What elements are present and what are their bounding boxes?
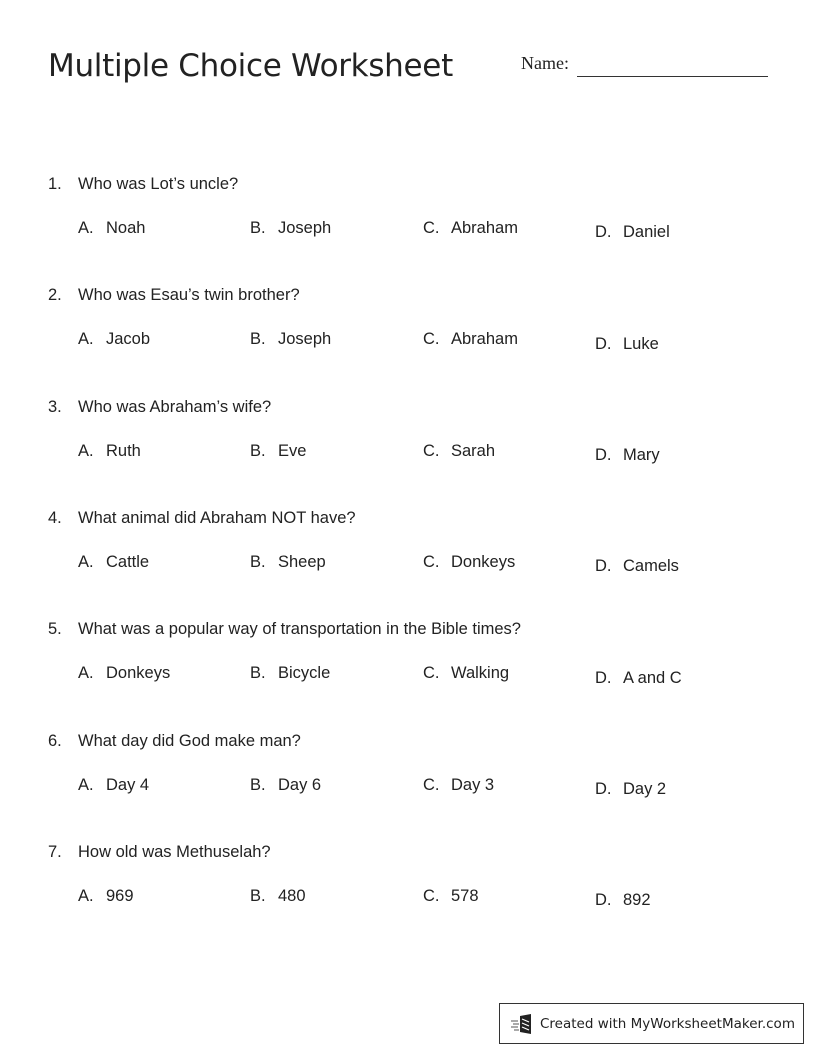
option-a[interactable] bbox=[78, 887, 134, 906]
option-letter: A. bbox=[78, 664, 94, 682]
option-text: Noah bbox=[106, 219, 146, 237]
option-letter: B. bbox=[250, 887, 266, 905]
question-text: How old was Methuselah? bbox=[78, 843, 271, 861]
option-d[interactable] bbox=[595, 446, 660, 465]
option-text: Day 4 bbox=[106, 776, 150, 794]
option-b[interactable] bbox=[250, 553, 326, 572]
question-number: 4. bbox=[48, 509, 62, 527]
worksheet-maker-logo-icon bbox=[510, 1013, 536, 1035]
question-number: 3. bbox=[48, 398, 62, 416]
question-number: 6. bbox=[48, 732, 62, 750]
option-letter: A. bbox=[78, 330, 94, 348]
option-text: Abraham bbox=[451, 219, 518, 237]
option-letter: D. bbox=[595, 223, 612, 241]
question-text: What was a popular way of transportation in the Bible times? bbox=[78, 620, 521, 638]
option-letter: D. bbox=[595, 335, 612, 353]
option-letter: D. bbox=[595, 557, 612, 575]
option-text: Sheep bbox=[278, 553, 326, 571]
option-letter: C. bbox=[423, 776, 440, 794]
option-letter: B. bbox=[250, 330, 266, 348]
option-d[interactable] bbox=[595, 335, 659, 354]
option-letter: C. bbox=[423, 664, 440, 682]
option-letter: B. bbox=[250, 553, 266, 571]
option-text: Sarah bbox=[451, 442, 496, 460]
option-text: Day 2 bbox=[623, 780, 667, 798]
option-b[interactable] bbox=[250, 664, 330, 683]
option-c[interactable] bbox=[423, 553, 515, 572]
option-text: Cattle bbox=[106, 553, 150, 571]
option-a[interactable] bbox=[78, 776, 149, 795]
option-a[interactable] bbox=[78, 442, 141, 461]
option-text: Joseph bbox=[278, 219, 332, 237]
option-a[interactable] bbox=[78, 219, 145, 238]
option-text: Donkeys bbox=[451, 553, 516, 571]
option-d[interactable] bbox=[595, 557, 679, 576]
option-letter: A. bbox=[78, 219, 94, 237]
question-text: Who was Esau’s twin brother? bbox=[78, 286, 300, 304]
option-letter: D. bbox=[595, 446, 612, 464]
option-text: 480 bbox=[278, 887, 306, 905]
option-text: Day 6 bbox=[278, 776, 322, 794]
question-text: What day did God make man? bbox=[78, 732, 301, 750]
option-b[interactable] bbox=[250, 330, 331, 349]
option-text: Eve bbox=[278, 442, 307, 460]
option-text: 969 bbox=[106, 887, 134, 905]
option-letter: B. bbox=[250, 776, 266, 794]
question-number: 5. bbox=[48, 620, 62, 638]
option-a[interactable] bbox=[78, 664, 170, 683]
option-b[interactable] bbox=[250, 219, 331, 238]
option-b[interactable] bbox=[250, 776, 321, 795]
option-text: 578 bbox=[451, 887, 479, 905]
name-input-line[interactable] bbox=[577, 76, 768, 77]
option-text: Abraham bbox=[451, 330, 518, 348]
option-text: Walking bbox=[451, 664, 510, 682]
question-number: 7. bbox=[48, 843, 62, 861]
option-letter: B. bbox=[250, 219, 266, 237]
option-text: Daniel bbox=[623, 223, 670, 241]
option-letter: B. bbox=[250, 442, 266, 460]
name-label: Name: bbox=[521, 53, 569, 73]
question-number: 2. bbox=[48, 286, 62, 304]
question-text: Who was Abraham’s wife? bbox=[78, 398, 272, 416]
option-text: 892 bbox=[623, 891, 651, 909]
option-d[interactable] bbox=[595, 669, 682, 688]
option-a[interactable] bbox=[78, 330, 150, 349]
option-c[interactable] bbox=[423, 330, 518, 349]
option-letter: C. bbox=[423, 442, 440, 460]
question-text: Who was Lot’s uncle? bbox=[78, 175, 239, 193]
option-letter: C. bbox=[423, 330, 440, 348]
option-a[interactable] bbox=[78, 553, 149, 572]
option-text: Camels bbox=[623, 557, 679, 575]
page-title: Multiple Choice Worksheet bbox=[48, 48, 453, 84]
option-c[interactable] bbox=[423, 664, 509, 683]
option-letter: C. bbox=[423, 553, 440, 571]
option-c[interactable] bbox=[423, 442, 495, 461]
option-text: Donkeys bbox=[106, 664, 171, 682]
option-text: Luke bbox=[623, 335, 659, 353]
option-letter: C. bbox=[423, 219, 440, 237]
option-letter: A. bbox=[78, 553, 94, 571]
created-with-badge[interactable] bbox=[499, 1003, 804, 1044]
option-d[interactable] bbox=[595, 891, 651, 910]
option-letter: D. bbox=[595, 669, 612, 687]
option-b[interactable] bbox=[250, 887, 306, 906]
option-text: Mary bbox=[623, 446, 660, 464]
created-with-text: Created with MyWorksheetMaker.com bbox=[540, 1015, 795, 1032]
option-letter: C. bbox=[423, 887, 440, 905]
option-text: Ruth bbox=[106, 442, 141, 460]
question-number: 1. bbox=[48, 175, 62, 193]
option-c[interactable] bbox=[423, 776, 494, 795]
option-text: Bicycle bbox=[278, 664, 331, 682]
option-c[interactable] bbox=[423, 887, 479, 906]
option-letter: A. bbox=[78, 776, 94, 794]
option-text: A and C bbox=[623, 669, 682, 687]
option-d[interactable] bbox=[595, 223, 670, 242]
option-letter: A. bbox=[78, 887, 94, 905]
option-text: Day 3 bbox=[451, 776, 495, 794]
option-letter: B. bbox=[250, 664, 266, 682]
question-text: What animal did Abraham NOT have? bbox=[78, 509, 356, 527]
option-text: Joseph bbox=[278, 330, 332, 348]
option-letter: D. bbox=[595, 891, 612, 909]
option-c[interactable] bbox=[423, 219, 518, 238]
option-b[interactable] bbox=[250, 442, 306, 461]
option-letter: D. bbox=[595, 780, 612, 798]
option-d[interactable] bbox=[595, 780, 666, 799]
option-letter: A. bbox=[78, 442, 94, 460]
option-text: Jacob bbox=[106, 330, 151, 348]
